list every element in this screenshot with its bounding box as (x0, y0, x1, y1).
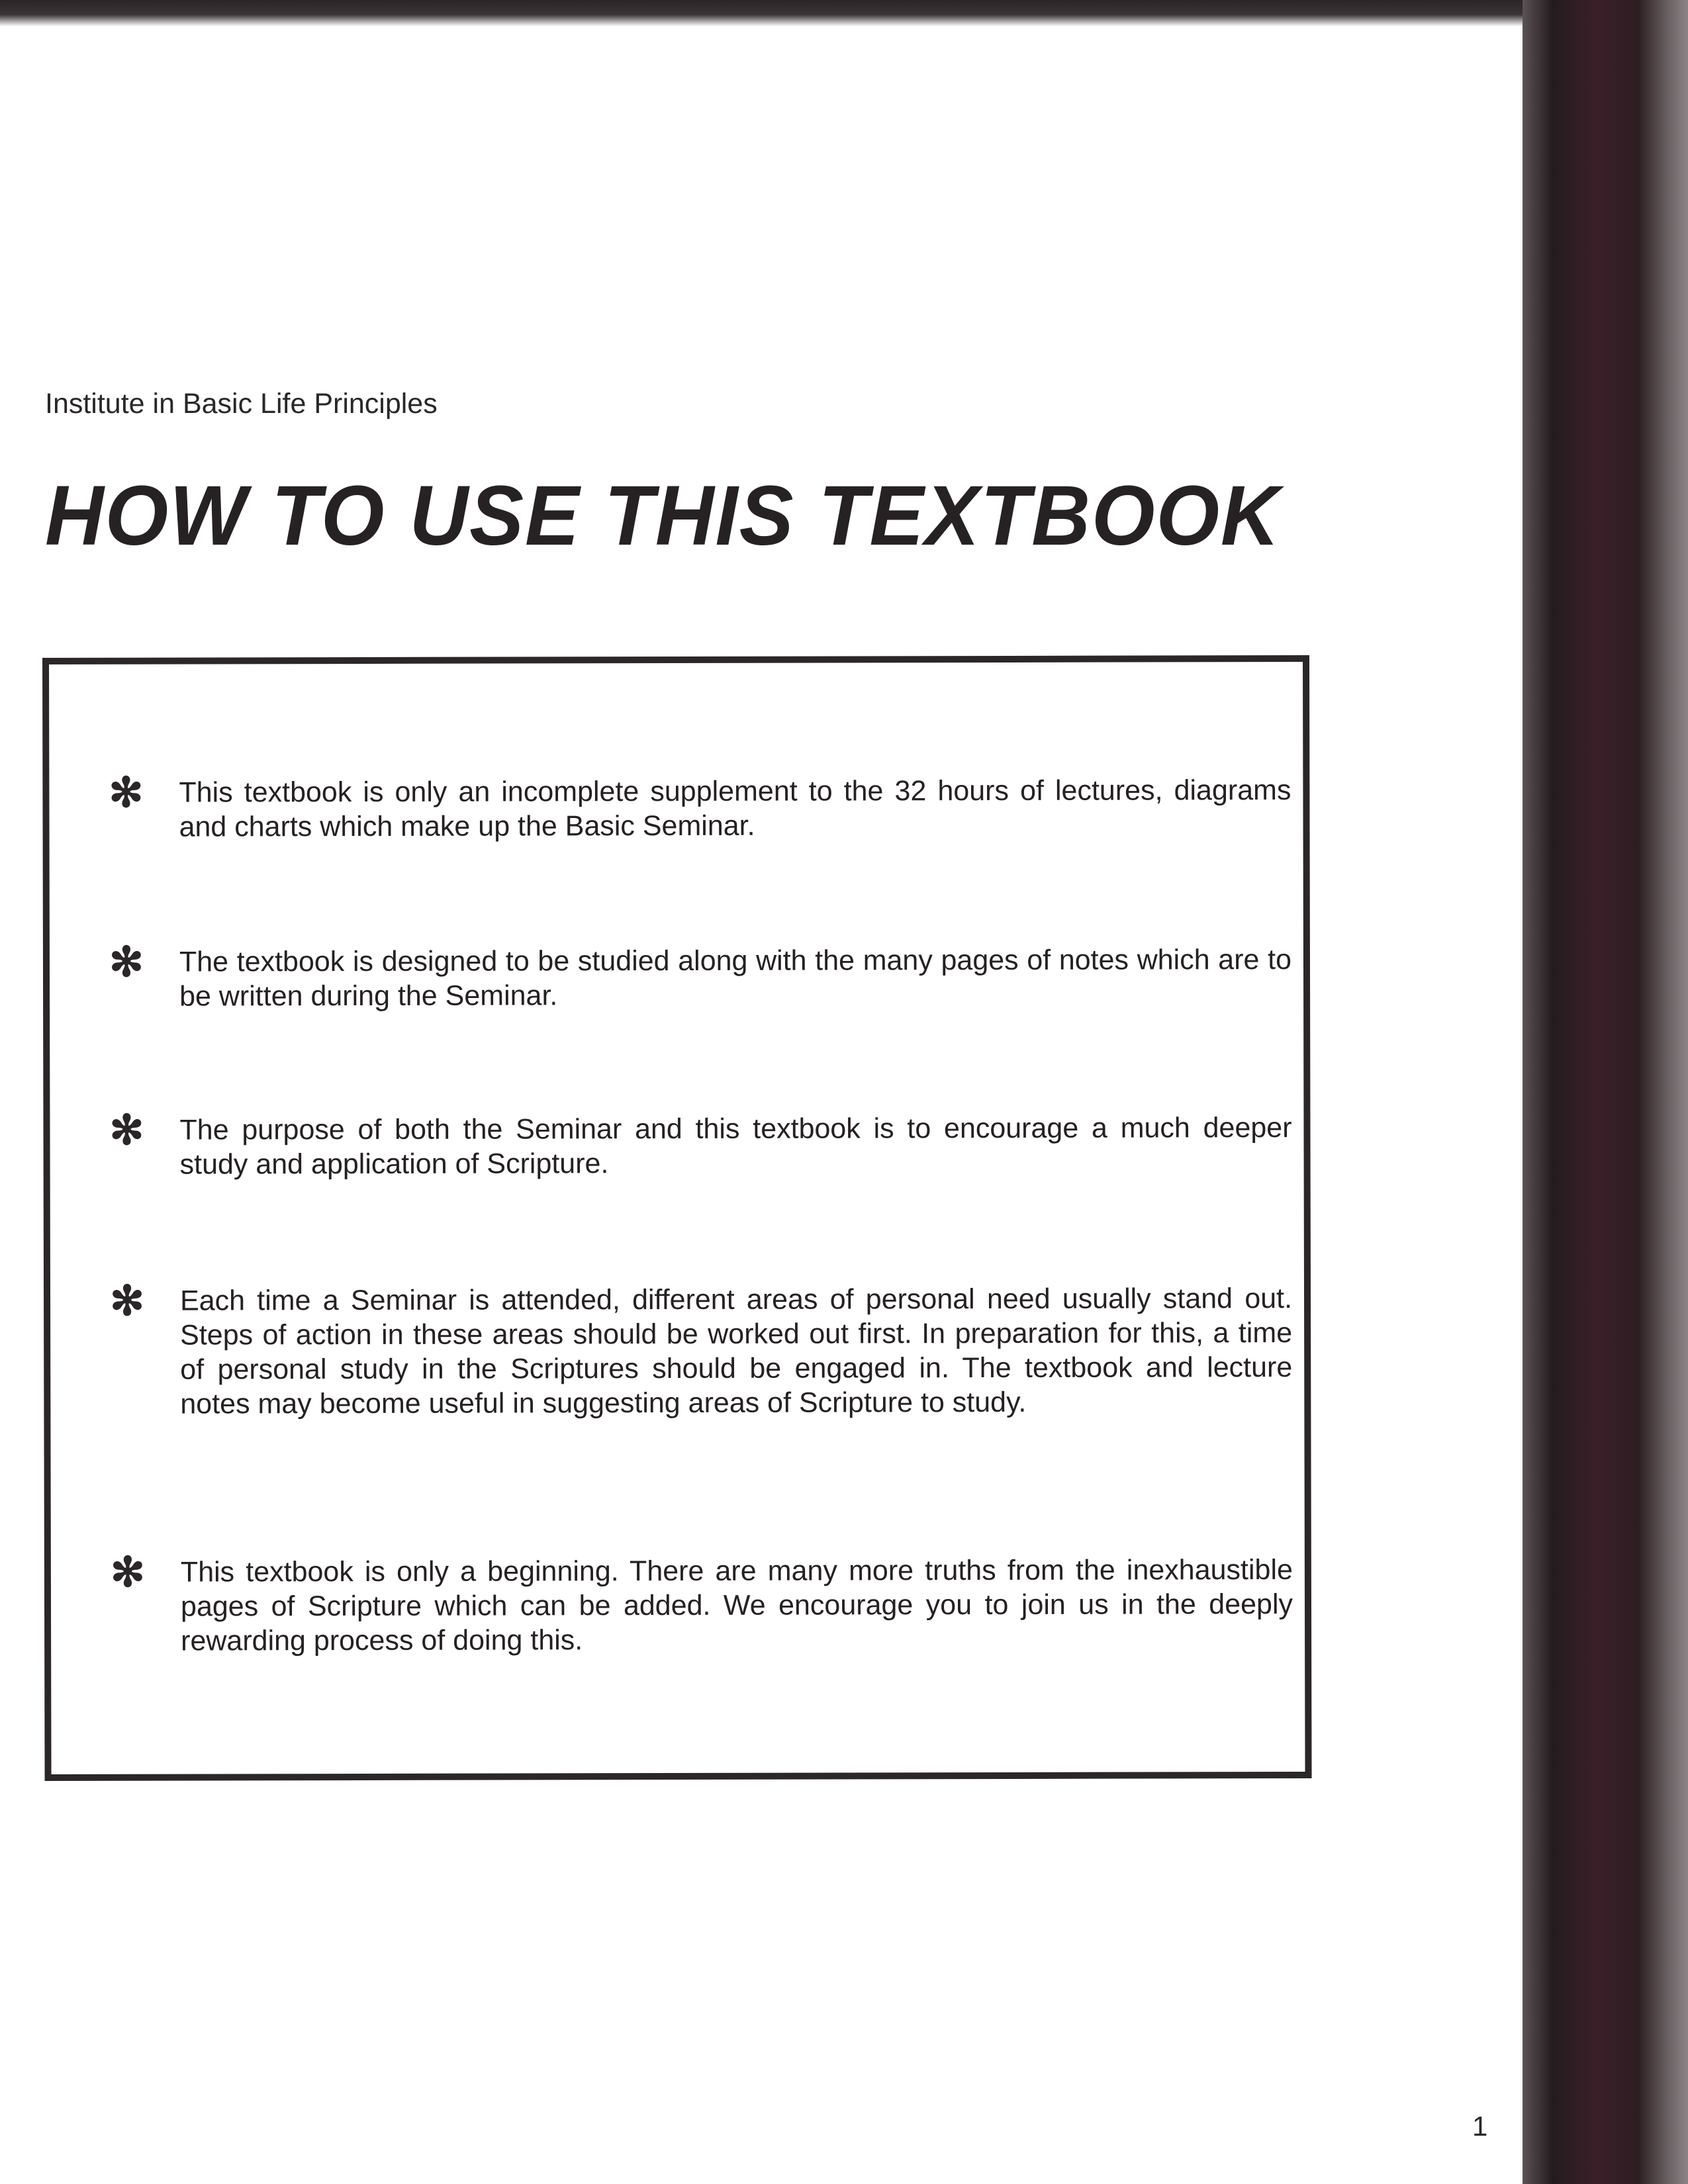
instruction-item-5 (51, 1549, 1318, 1657)
page-number: 1 (1472, 2111, 1488, 2142)
asterisk-bullet-icon: ✻ (110, 1549, 145, 1596)
book-spine-shadow (1523, 0, 1688, 2184)
instruction-item-1 (49, 770, 1316, 843)
asterisk-bullet-icon: ✻ (109, 1278, 145, 1324)
scan-top-edge (0, 0, 1523, 26)
page-title: HOW TO USE THIS TEXTBOOK (45, 469, 1281, 563)
asterisk-bullet-icon: ✻ (109, 939, 144, 985)
instruction-text: The purpose of both the Seminar and this textbook is to encourage a much deeper study and application of Scripture. (179, 1112, 1292, 1181)
instruction-item-4 (50, 1278, 1317, 1420)
instruction-text: Each time a Seminar is attended, different areas of personal need usually stand out. Steps of action in these areas should be worked out first. In preparation for this, a time of personal study in the Scriptures should be engaged in. The textbook and lecture notes may become useful in suggesting areas of Scripture to study. (179, 1283, 1293, 1420)
publisher-name: Institute in Basic Life Principles (45, 388, 438, 420)
instructions-box (42, 655, 1312, 1781)
instruction-text: This textbook is only a beginning. There are many more truths from the inexhaustible pages of Scripture which can be added. We encourage you to join us in the deeply rewarding process of doing this. (180, 1554, 1293, 1657)
asterisk-bullet-icon: ✻ (109, 1107, 144, 1154)
instruction-text: The textbook is designed to be studied along with the many pages of notes which are to be written during the Seminar. (179, 944, 1292, 1013)
asterisk-bullet-icon: ✻ (109, 770, 144, 816)
instruction-text: This textbook is only an incomplete supplement to the 32 hours of lectures, diagrams and charts which make up the Basic Seminar. (179, 774, 1291, 843)
instruction-item-2 (50, 939, 1317, 1013)
instruction-item-3 (50, 1107, 1317, 1181)
